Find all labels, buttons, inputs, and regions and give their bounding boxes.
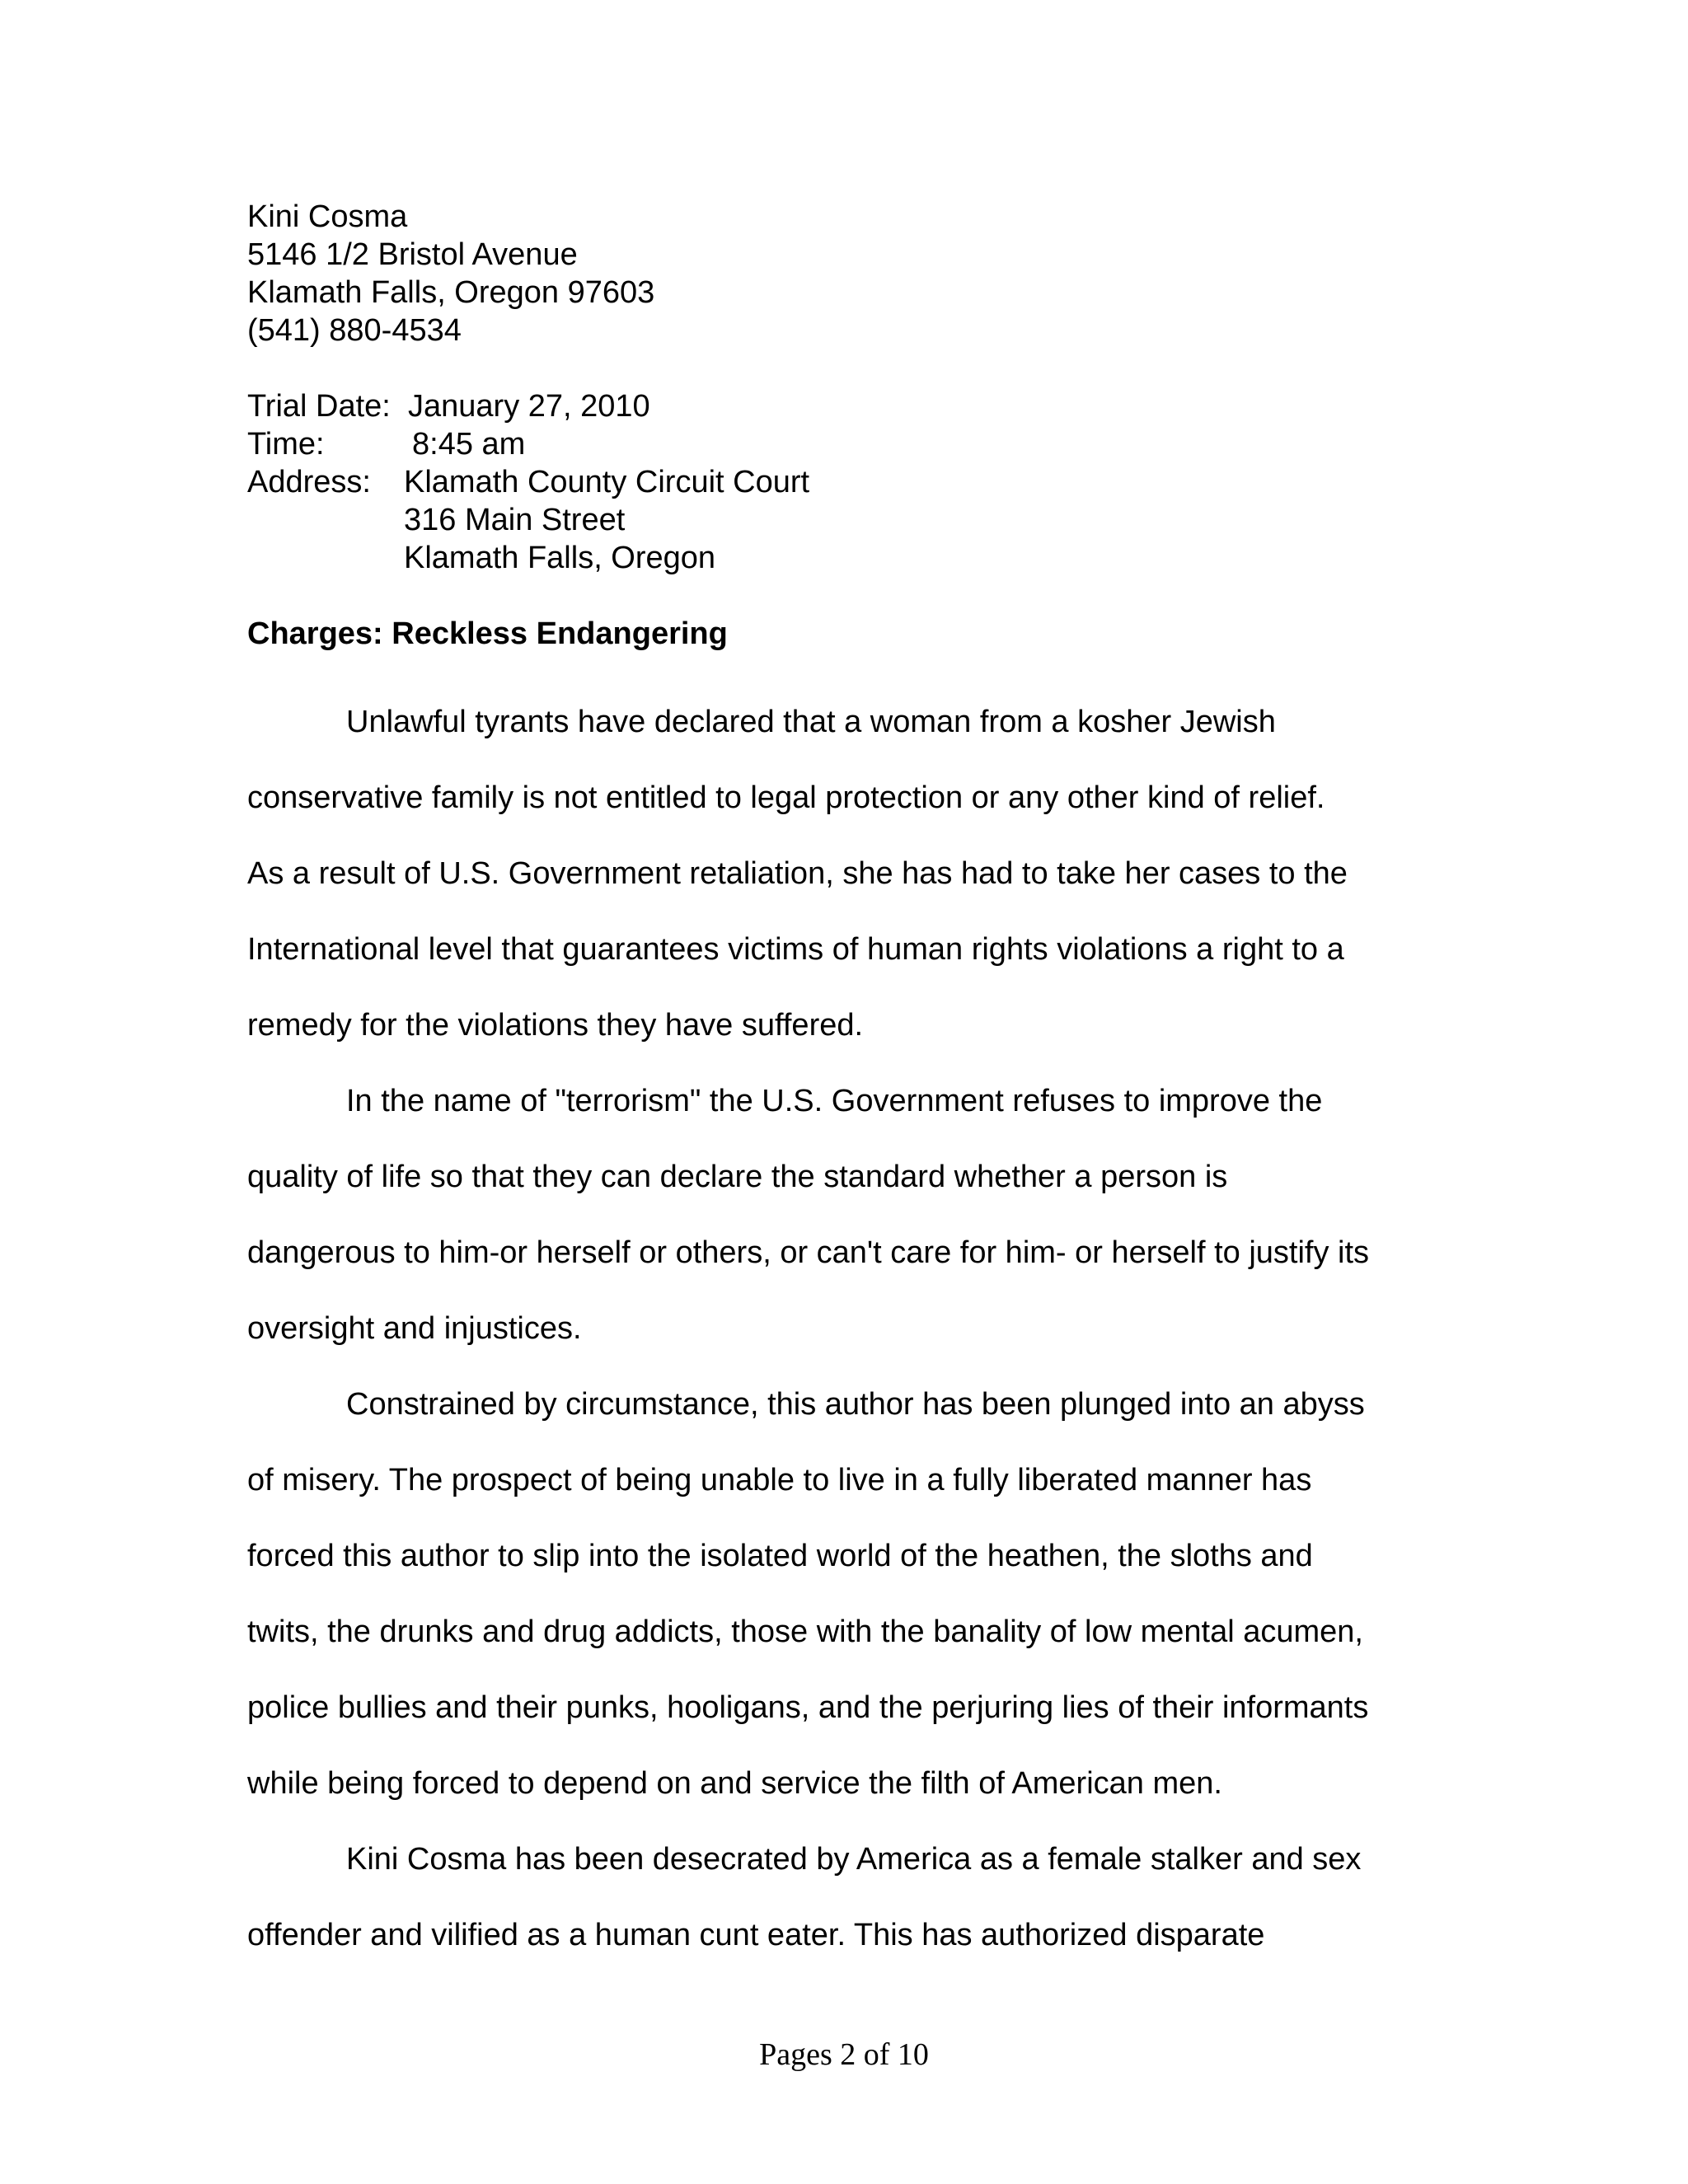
- paragraph-line: As a result of U.S. Government retaliation, she has had to take her cases to the: [247, 856, 1348, 891]
- paragraph-line: forced this author to slip into the isolated world of the heathen, the sloths and: [247, 1539, 1313, 1573]
- paragraph-line: quality of life so that they can declare the standard whether a person is: [247, 1160, 1228, 1194]
- paragraph-line: dangerous to him-or herself or others, or can't care for him- or herself to justify its: [247, 1235, 1370, 1270]
- body-text: [247, 684, 1451, 1973]
- sender-city: Klamath Falls, Oregon 97603: [247, 275, 655, 310]
- paragraph-line: police bullies and their punks, hooligans, and the perjuring lies of their informants: [247, 1690, 1369, 1725]
- charges-heading: Charges: Reckless Endangering: [247, 616, 728, 651]
- trial-time-label: Time:: [247, 427, 325, 462]
- paragraph-line: while being forced to depend on and service the filth of American men.: [247, 1766, 1222, 1801]
- trial-time-row: [247, 425, 1451, 463]
- paragraph-line: offender and vilified as a human cunt eater. This has authorized disparate: [247, 1918, 1265, 1952]
- paragraph-line: Kini Cosma has been desecrated by America as a female stalker and sex: [346, 1842, 1362, 1877]
- paragraph-line: of misery. The prospect of being unable to live in a fully liberated manner has: [247, 1463, 1312, 1497]
- sender-street: 5146 1/2 Bristol Avenue: [247, 237, 578, 272]
- trial-address-row: [247, 463, 1451, 501]
- paragraph-line: remedy for the violations they have suffered.: [247, 1008, 864, 1043]
- paragraph-line: Constrained by circumstance, this author has been plunged into an abyss: [346, 1387, 1365, 1422]
- trial-date-value: January 27, 2010: [408, 389, 650, 424]
- sender-address-block: [247, 198, 1451, 349]
- trial-time-value: 8:45 am: [412, 427, 526, 462]
- trial-address-line-1: Klamath County Circuit Court: [404, 465, 810, 499]
- paragraph-line: twits, the drunks and drug addicts, those with the banality of low mental acumen,: [247, 1615, 1363, 1649]
- trial-address-row-2: [247, 501, 1451, 539]
- trial-address-line-2: 316 Main Street: [404, 503, 626, 537]
- trial-address-label: Address:: [247, 465, 371, 499]
- page-number-footer: Pages 2 of 10: [759, 2037, 929, 2072]
- paragraph-3: [247, 1366, 1451, 1821]
- trial-address-row-3: [247, 539, 1451, 577]
- paragraph-1: [247, 684, 1451, 1063]
- paragraph-line: conservative family is not entitled to legal protection or any other kind of relief.: [247, 780, 1325, 815]
- paragraph-line: oversight and injustices.: [247, 1311, 582, 1346]
- sender-phone: (541) 880-4534: [247, 313, 462, 348]
- paragraph-line: Unlawful tyrants have declared that a woman from a kosher Jewish: [346, 705, 1276, 739]
- paragraph-2: [247, 1063, 1451, 1366]
- paragraph-4: [247, 1821, 1451, 1973]
- trial-date-row: [247, 387, 1451, 425]
- trial-info-block: [247, 387, 1451, 577]
- trial-date-label: Trial Date:: [247, 389, 391, 424]
- paragraph-line: In the name of "terrorism" the U.S. Government refuses to improve the: [346, 1084, 1323, 1118]
- sender-name: Kini Cosma: [247, 199, 408, 234]
- paragraph-line: International level that guarantees victims of human rights violations a right to a: [247, 932, 1344, 967]
- trial-address-line-3: Klamath Falls, Oregon: [404, 541, 716, 575]
